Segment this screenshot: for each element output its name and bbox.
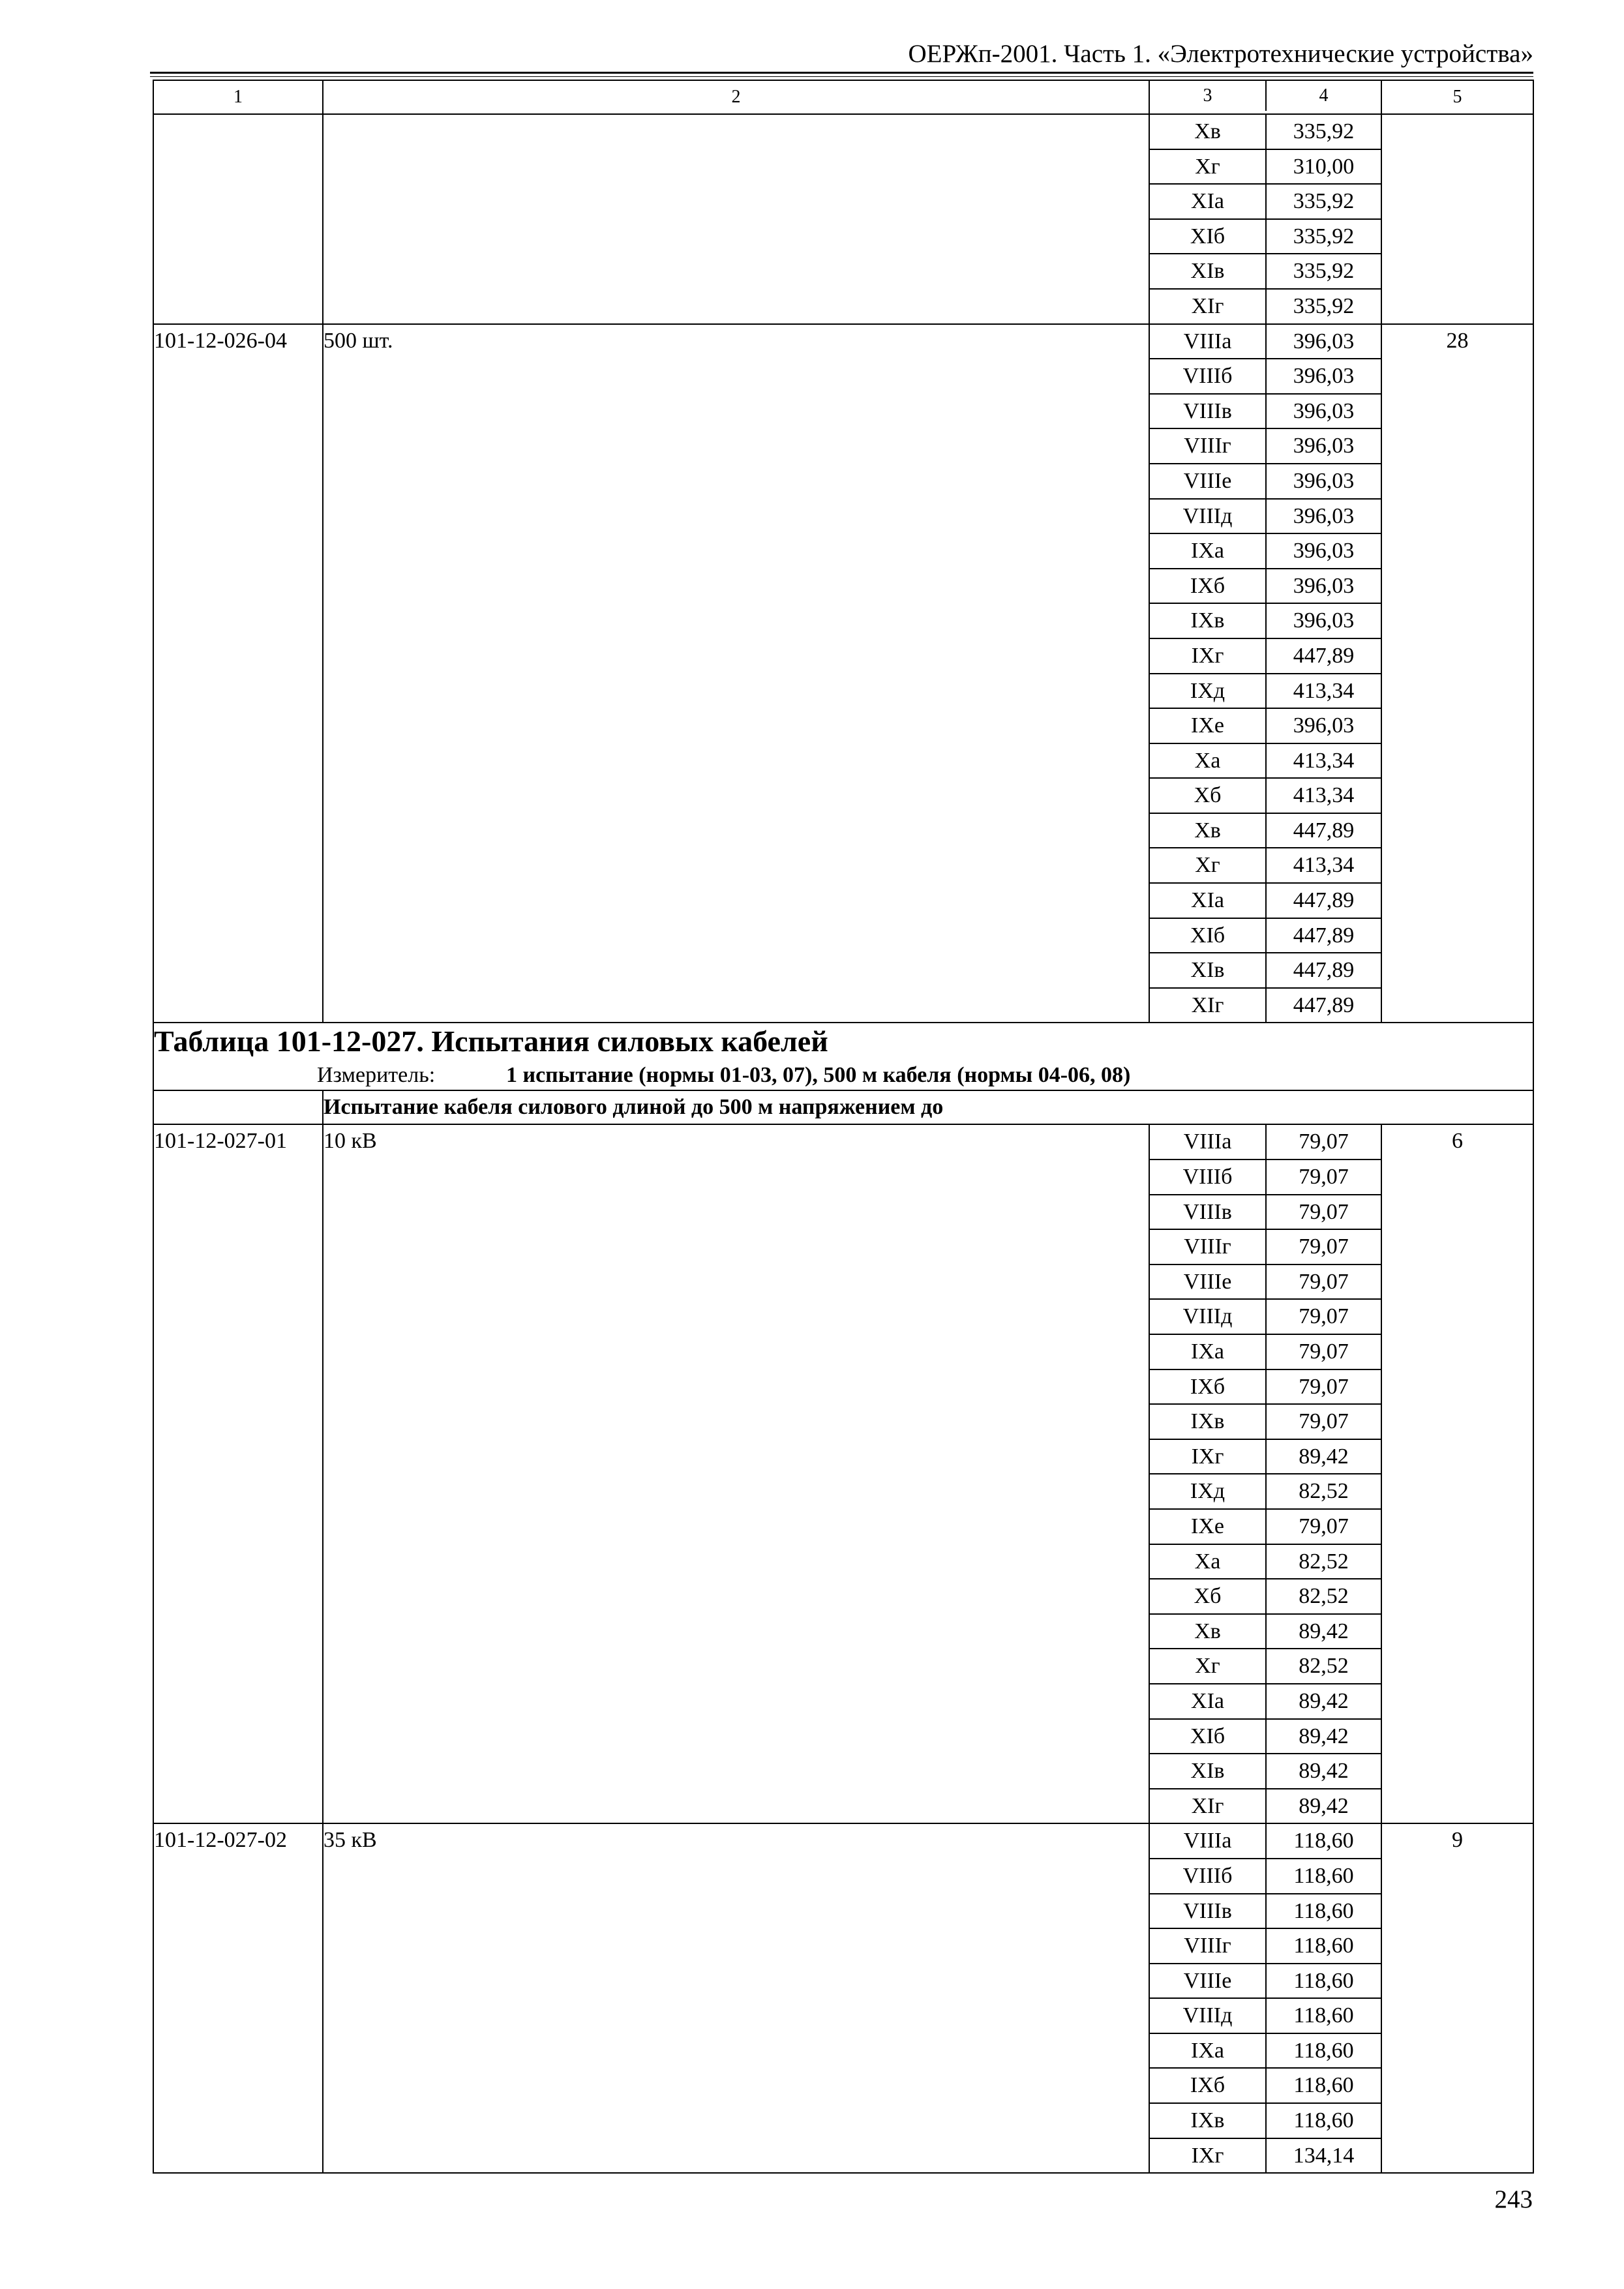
price-cell: 413,34	[1266, 674, 1381, 709]
zone-price-row	[1150, 1859, 1381, 1894]
zone-cell: VIIIе	[1150, 1264, 1266, 1300]
zone-price-row	[1150, 1509, 1381, 1544]
price-cell: 447,89	[1266, 813, 1381, 848]
zone-cell: IХд	[1150, 674, 1266, 709]
zone-cell: ХIв	[1150, 1754, 1266, 1789]
price-cell: 79,07	[1266, 1369, 1381, 1405]
section-subtitle-row	[153, 1090, 1533, 1124]
column-number: 5	[1381, 80, 1533, 114]
zone-price-row	[1150, 1894, 1381, 1929]
zone-cell: IХв	[1150, 2103, 1266, 2138]
zone-cell: Ха	[1150, 1544, 1266, 1579]
zone-cell: Хб	[1150, 778, 1266, 813]
price-cell: 89,42	[1266, 1439, 1381, 1474]
price-cell: 79,07	[1266, 1404, 1381, 1439]
zone-price-row	[1150, 149, 1381, 185]
zone-cell: VIIIв	[1150, 1894, 1266, 1929]
zone-price-row	[1150, 953, 1381, 988]
zone-cell: VIIIе	[1150, 1964, 1266, 1999]
zone-cell: VIIIд	[1150, 1998, 1266, 2033]
zone-price-row	[1150, 289, 1381, 323]
price-cell: 335,92	[1266, 184, 1381, 219]
zone-price-row	[1150, 1719, 1381, 1754]
zone-price-row	[1150, 394, 1381, 429]
price-cell: 396,03	[1266, 533, 1381, 569]
zone-price-row	[1150, 1125, 1381, 1159]
section-title: Таблица 101-12-027. Испытания силовых кабелей	[154, 1025, 828, 1058]
zone-cell: VIIIб	[1150, 1159, 1266, 1195]
zone-cell: IХб	[1150, 1369, 1266, 1405]
zone-price-row	[1150, 428, 1381, 464]
price-cell: 89,42	[1266, 1754, 1381, 1789]
zone-cell: VIIIб	[1150, 1859, 1266, 1894]
zone-cell: VIIIа	[1150, 1824, 1266, 1859]
zone-price-row	[1150, 1299, 1381, 1334]
header-rule	[150, 72, 1533, 74]
zone-price-row	[1150, 848, 1381, 883]
zone-cell: VIIIг	[1150, 428, 1266, 464]
price-cell: 118,60	[1266, 1998, 1381, 2033]
zone-cell: IХв	[1150, 1404, 1266, 1439]
price-cell: 396,03	[1266, 464, 1381, 499]
price-cell: 79,07	[1266, 1229, 1381, 1264]
price-cell: 118,60	[1266, 2068, 1381, 2103]
measure-label: Измеритель:	[317, 1063, 436, 1088]
zone-cell: IХа	[1150, 1334, 1266, 1369]
price-cell: 447,89	[1266, 953, 1381, 988]
zone-cell: IХв	[1150, 603, 1266, 638]
zone-price-row	[1150, 674, 1381, 709]
price-cell: 118,60	[1266, 1824, 1381, 1859]
column-number: 2	[323, 80, 1149, 114]
price-cell: 134,14	[1293, 2143, 1355, 2168]
zone-cell: IХб	[1150, 569, 1266, 604]
zone-price-row	[1150, 2068, 1381, 2103]
zone-price-row	[1150, 1544, 1381, 1579]
price-cell: 79,07	[1266, 1159, 1381, 1195]
price-cell: 396,03	[1266, 325, 1381, 359]
zone-price-row	[1150, 2033, 1381, 2069]
zone-cell: VIIIд	[1150, 1299, 1266, 1334]
zone-price-row	[1150, 1229, 1381, 1264]
zone-cell: IХа	[1150, 533, 1266, 569]
price-cell: 82,52	[1266, 1474, 1381, 1509]
zone-price-row	[1150, 1824, 1381, 1859]
zone-price-row	[1150, 918, 1381, 953]
zone-price-row	[1150, 184, 1381, 219]
norm-col5	[1381, 114, 1533, 324]
zone-cell: VIIIа	[1150, 1125, 1266, 1159]
price-cell: 335,92	[1266, 254, 1381, 289]
price-cell: 118,60	[1266, 2033, 1381, 2069]
zone-cell: ХIа	[1150, 883, 1266, 918]
zone-price-row	[1150, 2103, 1381, 2138]
zone-price-row	[1150, 778, 1381, 813]
zone-cell: VIIIб	[1150, 359, 1266, 394]
norm-code: 101-12-027-02	[153, 1823, 323, 2173]
price-cell: 79,07	[1266, 1264, 1381, 1300]
price-cell: 118,60	[1266, 1928, 1381, 1964]
zone-price-row	[1150, 1998, 1381, 2033]
norm-row	[153, 1823, 1533, 2173]
zone-cell: VIIIг	[1150, 1229, 1266, 1264]
price-cell: 447,89	[1266, 883, 1381, 918]
zone-cell: Хв	[1150, 115, 1266, 149]
price-cell: 89,42	[1266, 1684, 1381, 1719]
zone-price-row	[1150, 569, 1381, 604]
zone-prices	[1149, 114, 1381, 324]
price-cell: 79,07	[1266, 1299, 1381, 1334]
price-cell: 335,92	[1293, 293, 1355, 318]
price-cell: 79,07	[1266, 1125, 1381, 1159]
norm-code: 101-12-027-01	[153, 1124, 323, 1823]
price-cell: 396,03	[1266, 708, 1381, 743]
zone-cell: IХг	[1150, 1439, 1266, 1474]
price-cell: 82,52	[1266, 1579, 1381, 1614]
norm-col5: 28	[1381, 324, 1533, 1023]
price-cell: 118,60	[1266, 2103, 1381, 2138]
zone-price-row	[1150, 1264, 1381, 1300]
zone-price-row	[1150, 1789, 1381, 1823]
price-cell: 396,03	[1266, 394, 1381, 429]
zone-price-row	[1150, 499, 1381, 534]
price-cell: 310,00	[1266, 149, 1381, 185]
zone-cell: VIIIд	[1150, 499, 1266, 534]
zone-price-row	[1150, 1579, 1381, 1614]
price-cell: 335,92	[1266, 219, 1381, 254]
zone-price-row	[1150, 1159, 1381, 1195]
zone-cell: IХе	[1150, 708, 1266, 743]
zone-cell: ХIв	[1150, 254, 1266, 289]
norm-description	[323, 114, 1149, 324]
price-cell: 447,89	[1266, 638, 1381, 674]
price-cell: 413,34	[1266, 848, 1381, 883]
measure-value: 1 испытание (нормы 01-03, 07), 500 м кабеля (нормы 04-06, 08)	[506, 1063, 1131, 1088]
zone-cell: ХIв	[1150, 953, 1266, 988]
zone-cell: ХIг	[1150, 1789, 1266, 1823]
norm-row	[153, 114, 1533, 324]
norm-col5: 9	[1381, 1823, 1533, 2173]
zone-price-row	[1150, 883, 1381, 918]
price-cell: 82,52	[1266, 1649, 1381, 1684]
zone-price-row	[1150, 359, 1381, 394]
price-cell: 396,03	[1266, 499, 1381, 534]
price-cell: 396,03	[1266, 359, 1381, 394]
price-cell: 79,07	[1266, 1509, 1381, 1544]
norm-description: 35 кВ	[323, 1823, 1149, 2173]
zone-cell: VIIIв	[1150, 394, 1266, 429]
zone-cell: ХIб	[1150, 918, 1266, 953]
zone-price-row	[1150, 743, 1381, 779]
zone-price-row	[1150, 1334, 1381, 1369]
zone-cell: IХа	[1150, 2033, 1266, 2069]
norm-row	[153, 1124, 1533, 1823]
price-cell: 118,60	[1266, 1859, 1381, 1894]
column-number: 3	[1150, 81, 1266, 111]
zone-price-row	[1150, 1614, 1381, 1649]
zone-price-row	[1150, 603, 1381, 638]
zone-price-row	[1150, 708, 1381, 743]
price-cell: 447,89	[1293, 993, 1355, 1017]
zone-cell: ХIг	[1150, 988, 1266, 1023]
zone-price-row	[1150, 219, 1381, 254]
zone-cell: Хв	[1150, 813, 1266, 848]
zone-price-row	[1150, 464, 1381, 499]
price-cell: 89,42	[1266, 1614, 1381, 1649]
zone-cell: Хб	[1150, 1579, 1266, 1614]
price-cell: 79,07	[1266, 1195, 1381, 1230]
zone-price-row	[1150, 325, 1381, 359]
norms-table	[153, 80, 1534, 2174]
zone-cell: Ха	[1150, 743, 1266, 779]
zone-cell: Хг	[1150, 149, 1266, 185]
zone-cell: VIIIг	[1150, 1928, 1266, 1964]
zone-cell: VIIIа	[1150, 325, 1266, 359]
zone-prices	[1149, 324, 1381, 1023]
price-cell: 118,60	[1266, 1964, 1381, 1999]
zone-cell: IХд	[1150, 1474, 1266, 1509]
norm-code: 101-12-026-04	[153, 324, 323, 1023]
section-subtitle: Испытание кабеля силового длиной до 500 м напряжением до	[323, 1090, 1533, 1124]
zone-price-row	[1150, 533, 1381, 569]
zone-cell: ХIб	[1150, 1719, 1266, 1754]
zone-cell: Хг	[1150, 848, 1266, 883]
price-cell: 396,03	[1266, 569, 1381, 604]
price-cell: 413,34	[1266, 743, 1381, 779]
running-header: ОЕРЖп-2001. Часть 1. «Электротехнические устройства»	[908, 40, 1533, 68]
zone-price-row	[1150, 254, 1381, 289]
price-cell: 396,03	[1266, 603, 1381, 638]
zone-price-row	[1150, 1404, 1381, 1439]
column-numbers-row	[153, 80, 1533, 114]
zone-cell: IХг	[1150, 2138, 1266, 2173]
column-number: 4	[1319, 85, 1329, 106]
price-cell: 118,60	[1266, 1894, 1381, 1929]
zone-cell: ХIа	[1150, 184, 1266, 219]
price-cell: 89,42	[1266, 1719, 1381, 1754]
zone-price-row	[1150, 1439, 1381, 1474]
zone-price-row	[1150, 115, 1381, 149]
zone-cell: IХг	[1150, 638, 1266, 674]
zone-price-row	[1150, 988, 1381, 1023]
zone-price-row	[1150, 1964, 1381, 1999]
zone-price-row	[1150, 1928, 1381, 1964]
header-rule-thin	[150, 76, 1533, 77]
zone-prices	[1149, 1124, 1381, 1823]
zone-price-row	[1150, 1474, 1381, 1509]
zone-price-row	[1150, 1684, 1381, 1719]
price-cell: 447,89	[1266, 918, 1381, 953]
zone-price-row	[1150, 2138, 1381, 2173]
zone-price-row	[1150, 813, 1381, 848]
zone-cell: Хг	[1150, 1649, 1266, 1684]
zone-price-row	[1150, 1195, 1381, 1230]
zone-cell: Хв	[1150, 1614, 1266, 1649]
zone-price-row	[1150, 1369, 1381, 1405]
norm-description: 500 шт.	[323, 324, 1149, 1023]
zone-price-row	[1150, 1754, 1381, 1789]
price-cell: 79,07	[1266, 1334, 1381, 1369]
norm-description: 10 кВ	[323, 1124, 1149, 1823]
price-cell: 335,92	[1266, 115, 1381, 149]
section-header-row	[153, 1023, 1533, 1090]
zone-cell: IХб	[1150, 2068, 1266, 2103]
measure-line	[154, 1061, 1533, 1090]
norm-code	[153, 114, 323, 324]
price-cell: 82,52	[1266, 1544, 1381, 1579]
zone-price-row	[1150, 1649, 1381, 1684]
zone-price-row	[1150, 638, 1381, 674]
price-cell: 89,42	[1299, 1793, 1349, 1818]
zone-cell: ХIа	[1150, 1684, 1266, 1719]
zone-cell: VIIIв	[1150, 1195, 1266, 1230]
norm-row	[153, 324, 1533, 1023]
price-cell: 396,03	[1266, 428, 1381, 464]
column-number: 1	[153, 80, 323, 114]
zone-cell: ХIб	[1150, 219, 1266, 254]
page-number: 243	[1494, 2185, 1533, 2213]
zone-prices	[1149, 1823, 1381, 2173]
zone-cell: ХIг	[1150, 289, 1266, 323]
norm-col5: 6	[1381, 1124, 1533, 1823]
zone-cell: VIIIе	[1150, 464, 1266, 499]
price-cell: 413,34	[1266, 778, 1381, 813]
zone-cell: IХе	[1150, 1509, 1266, 1544]
